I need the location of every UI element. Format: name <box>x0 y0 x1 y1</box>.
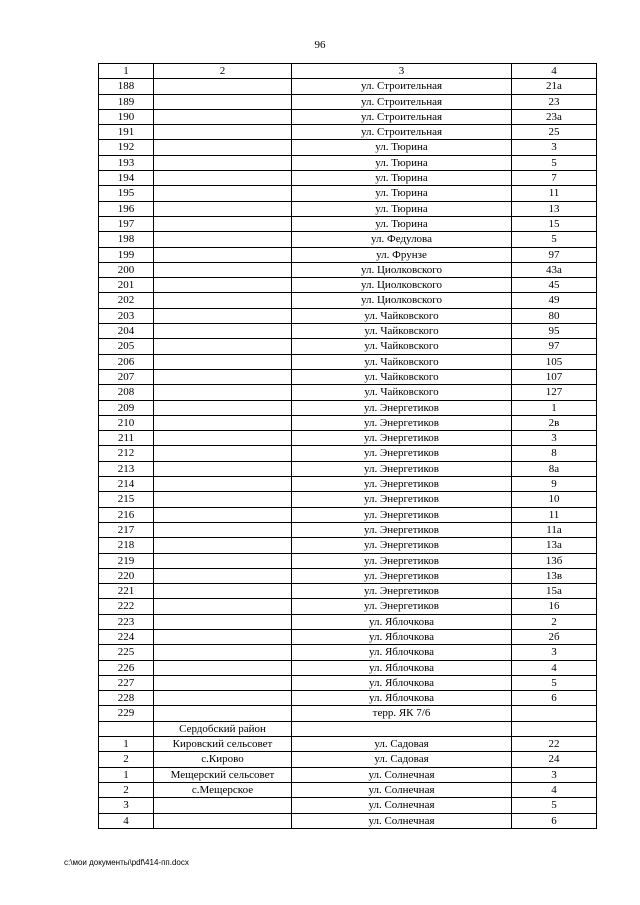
table-cell <box>154 155 292 170</box>
table-cell <box>154 400 292 415</box>
table-row <box>99 477 597 492</box>
table-cell: 1 <box>512 400 597 415</box>
table-cell: 213 <box>99 461 154 476</box>
table-row <box>99 140 597 155</box>
table-cell: 3 <box>512 431 597 446</box>
table-cell: ул. Энергетиков <box>292 477 512 492</box>
table-cell: 16 <box>512 599 597 614</box>
table-cell: 221 <box>99 584 154 599</box>
table-cell: ул. Тюрина <box>292 140 512 155</box>
table-row <box>99 507 597 522</box>
table-cell <box>154 660 292 675</box>
table-cell: 2 <box>512 614 597 629</box>
table-cell: ул. Чайковского <box>292 369 512 384</box>
table-row <box>99 737 597 752</box>
table-cell: 200 <box>99 262 154 277</box>
table-cell <box>154 813 292 828</box>
table-row <box>99 186 597 201</box>
table-cell <box>154 522 292 537</box>
table-cell: ул. Чайковского <box>292 339 512 354</box>
table-cell: 218 <box>99 538 154 553</box>
table-cell: 204 <box>99 324 154 339</box>
table-cell: 4 <box>512 782 597 797</box>
header-cell: 2 <box>154 64 292 79</box>
table-cell: 219 <box>99 553 154 568</box>
table-cell: 228 <box>99 691 154 706</box>
table-cell: ул. Яблочкова <box>292 629 512 644</box>
table-cell: 225 <box>99 645 154 660</box>
table-cell <box>154 186 292 201</box>
table-header-row <box>99 64 597 79</box>
table-cell: ул. Солнечная <box>292 813 512 828</box>
table-cell: 43а <box>512 262 597 277</box>
table-cell: ул. Федулова <box>292 232 512 247</box>
table-row <box>99 216 597 231</box>
table-cell: 211 <box>99 431 154 446</box>
table-cell: 195 <box>99 186 154 201</box>
table-cell <box>99 721 154 736</box>
table-cell: ул. Циолковского <box>292 293 512 308</box>
table-cell: 21а <box>512 79 597 94</box>
table-cell: ул. Чайковского <box>292 324 512 339</box>
table-cell: 224 <box>99 629 154 644</box>
table-cell: 229 <box>99 706 154 721</box>
table-cell: терр. ЯК 7/6 <box>292 706 512 721</box>
table-cell <box>154 201 292 216</box>
table-cell: ул. Яблочкова <box>292 675 512 690</box>
table-cell: 1 <box>99 767 154 782</box>
table-cell <box>154 354 292 369</box>
table-row <box>99 645 597 660</box>
table-cell: 207 <box>99 369 154 384</box>
table-cell: 2 <box>99 782 154 797</box>
table-row <box>99 324 597 339</box>
table-cell <box>154 461 292 476</box>
table-cell: ул. Энергетиков <box>292 431 512 446</box>
table-cell: 5 <box>512 798 597 813</box>
table-cell: 97 <box>512 339 597 354</box>
table-cell: 8 <box>512 446 597 461</box>
table-cell: ул. Энергетиков <box>292 492 512 507</box>
table-row <box>99 446 597 461</box>
footer-file-path: c:\мои документы\pdf\414-пп.docx <box>64 858 189 867</box>
table-cell: 196 <box>99 201 154 216</box>
table-cell: 11 <box>512 186 597 201</box>
table-cell: 97 <box>512 247 597 262</box>
table-cell: ул. Строительная <box>292 79 512 94</box>
table-cell <box>154 538 292 553</box>
table-row <box>99 94 597 109</box>
table-row <box>99 201 597 216</box>
table-row <box>99 629 597 644</box>
table-cell <box>512 706 597 721</box>
table-cell: 6 <box>512 813 597 828</box>
table-row <box>99 354 597 369</box>
table-cell: 5 <box>512 232 597 247</box>
table-row <box>99 599 597 614</box>
table-cell: ул. Садовая <box>292 737 512 752</box>
table-row <box>99 798 597 813</box>
table-cell: 13б <box>512 553 597 568</box>
table-cell: 23 <box>512 94 597 109</box>
table-cell: 227 <box>99 675 154 690</box>
table-row <box>99 660 597 675</box>
table-cell: ул. Яблочкова <box>292 691 512 706</box>
table-cell: 23а <box>512 109 597 124</box>
table-cell: 205 <box>99 339 154 354</box>
table-cell <box>154 79 292 94</box>
table-cell: ул. Фрунзе <box>292 247 512 262</box>
table-cell <box>154 431 292 446</box>
address-table <box>98 63 597 829</box>
table-cell: 25 <box>512 125 597 140</box>
table-cell: 11 <box>512 507 597 522</box>
table-cell <box>154 247 292 262</box>
table-cell: 202 <box>99 293 154 308</box>
table-cell: ул. Тюрина <box>292 186 512 201</box>
table-cell <box>154 584 292 599</box>
table-row <box>99 522 597 537</box>
table-cell <box>154 125 292 140</box>
table-cell: с.Кирово <box>154 752 292 767</box>
table-cell: 107 <box>512 369 597 384</box>
table-row <box>99 813 597 828</box>
table-cell: ул. Циолковского <box>292 262 512 277</box>
page-number: 96 <box>314 39 326 51</box>
table-row <box>99 385 597 400</box>
table-cell: ул. Солнечная <box>292 782 512 797</box>
table-cell: 24 <box>512 752 597 767</box>
table-cell: 6 <box>512 691 597 706</box>
table-cell: 188 <box>99 79 154 94</box>
table-cell: 201 <box>99 278 154 293</box>
table-row <box>99 247 597 262</box>
table-cell: Кировский сельсовет <box>154 737 292 752</box>
table-cell: 215 <box>99 492 154 507</box>
table-cell: 3 <box>512 140 597 155</box>
table-cell: 3 <box>99 798 154 813</box>
table-row <box>99 691 597 706</box>
table-cell: ул. Энергетиков <box>292 507 512 522</box>
table-cell: 15а <box>512 584 597 599</box>
table-cell: 3 <box>512 645 597 660</box>
table-cell: ул. Солнечная <box>292 798 512 813</box>
table-cell: ул. Тюрина <box>292 171 512 186</box>
table-cell: 214 <box>99 477 154 492</box>
table-cell <box>154 706 292 721</box>
table-cell: 217 <box>99 522 154 537</box>
table-cell: 212 <box>99 446 154 461</box>
table-cell <box>154 492 292 507</box>
table-cell: ул. Солнечная <box>292 767 512 782</box>
table-cell: 15 <box>512 216 597 231</box>
table-cell: 8а <box>512 461 597 476</box>
table-cell: 127 <box>512 385 597 400</box>
table-cell: 197 <box>99 216 154 231</box>
table-cell: ул. Чайковского <box>292 308 512 323</box>
table-cell <box>154 675 292 690</box>
table-cell: 49 <box>512 293 597 308</box>
table-cell <box>512 721 597 736</box>
table-cell: 5 <box>512 155 597 170</box>
table-cell: ул. Энергетиков <box>292 538 512 553</box>
table-row <box>99 767 597 782</box>
table-cell <box>154 109 292 124</box>
table-cell: ул. Чайковского <box>292 354 512 369</box>
table-cell: Сердобский район <box>154 721 292 736</box>
table-row <box>99 461 597 476</box>
table-cell: 209 <box>99 400 154 415</box>
table-row <box>99 431 597 446</box>
table-row <box>99 675 597 690</box>
table-cell: 191 <box>99 125 154 140</box>
table-cell: ул. Энергетиков <box>292 599 512 614</box>
table-cell: 194 <box>99 171 154 186</box>
table-cell: ул. Строительная <box>292 94 512 109</box>
table-row <box>99 171 597 186</box>
table-cell: ул. Тюрина <box>292 216 512 231</box>
table-cell: ул. Строительная <box>292 109 512 124</box>
header-cell: 4 <box>512 64 597 79</box>
table-cell: с.Мещерское <box>154 782 292 797</box>
table-cell: 208 <box>99 385 154 400</box>
table-cell: ул. Энергетиков <box>292 584 512 599</box>
table-cell <box>154 568 292 583</box>
table-cell: 95 <box>512 324 597 339</box>
table-cell <box>154 798 292 813</box>
table-row <box>99 232 597 247</box>
table-row <box>99 79 597 94</box>
table-cell: ул. Энергетиков <box>292 522 512 537</box>
table-cell: 105 <box>512 354 597 369</box>
table-row <box>99 278 597 293</box>
table-cell <box>154 446 292 461</box>
table-cell <box>154 339 292 354</box>
table-cell: ул. Яблочкова <box>292 660 512 675</box>
table-row <box>99 706 597 721</box>
table-cell: ул. Яблочкова <box>292 614 512 629</box>
table-row <box>99 415 597 430</box>
table-cell: 4 <box>512 660 597 675</box>
table-cell <box>154 614 292 629</box>
table-row <box>99 339 597 354</box>
table-cell <box>154 477 292 492</box>
table-row <box>99 262 597 277</box>
table-cell: 203 <box>99 308 154 323</box>
table-cell: ул. Чайковского <box>292 385 512 400</box>
table-cell: ул. Энергетиков <box>292 568 512 583</box>
table-cell: ул. Тюрина <box>292 201 512 216</box>
table-cell: ул. Строительная <box>292 125 512 140</box>
header-cell: 1 <box>99 64 154 79</box>
table-cell <box>154 94 292 109</box>
table-cell: ул. Энергетиков <box>292 461 512 476</box>
table-cell: 190 <box>99 109 154 124</box>
table-cell: 206 <box>99 354 154 369</box>
table-cell: 198 <box>99 232 154 247</box>
table-row <box>99 721 597 736</box>
table-row <box>99 492 597 507</box>
table-row <box>99 553 597 568</box>
table-cell <box>154 691 292 706</box>
table-cell: ул. Циолковского <box>292 278 512 293</box>
table-cell <box>154 415 292 430</box>
table-cell <box>154 645 292 660</box>
table-cell: 13в <box>512 568 597 583</box>
table-row <box>99 109 597 124</box>
table-cell: 2б <box>512 629 597 644</box>
header-cell: 3 <box>292 64 512 79</box>
table-cell <box>154 262 292 277</box>
table-cell: 220 <box>99 568 154 583</box>
table-row <box>99 308 597 323</box>
table-cell <box>154 629 292 644</box>
table-cell <box>154 171 292 186</box>
table-cell <box>154 385 292 400</box>
table-row <box>99 584 597 599</box>
table-cell: 222 <box>99 599 154 614</box>
table-cell: 22 <box>512 737 597 752</box>
table-row <box>99 155 597 170</box>
table-cell: 199 <box>99 247 154 262</box>
table-cell: 11а <box>512 522 597 537</box>
table-cell: 193 <box>99 155 154 170</box>
table-cell <box>154 140 292 155</box>
table-row <box>99 568 597 583</box>
table-cell: ул. Тюрина <box>292 155 512 170</box>
table-cell: 3 <box>512 767 597 782</box>
table-row <box>99 400 597 415</box>
table-cell <box>154 553 292 568</box>
table-row <box>99 614 597 629</box>
table-cell: 226 <box>99 660 154 675</box>
table-row <box>99 752 597 767</box>
table-cell: 13а <box>512 538 597 553</box>
table-cell: 1 <box>99 737 154 752</box>
table-cell: ул. Энергетиков <box>292 400 512 415</box>
table-cell: 4 <box>99 813 154 828</box>
table-cell: 216 <box>99 507 154 522</box>
table-cell: 45 <box>512 278 597 293</box>
table-cell: 10 <box>512 492 597 507</box>
table-cell: 9 <box>512 477 597 492</box>
table-cell: 192 <box>99 140 154 155</box>
table-cell: 80 <box>512 308 597 323</box>
table-cell <box>154 324 292 339</box>
table-cell: 210 <box>99 415 154 430</box>
table-cell: ул. Энергетиков <box>292 553 512 568</box>
table-cell: 13 <box>512 201 597 216</box>
table-cell <box>154 216 292 231</box>
table-cell <box>154 369 292 384</box>
table-cell <box>154 507 292 522</box>
table-cell: Мещерский сельсовет <box>154 767 292 782</box>
table-cell: 2в <box>512 415 597 430</box>
table-cell: ул. Энергетиков <box>292 446 512 461</box>
table-row <box>99 369 597 384</box>
table-cell: ул. Энергетиков <box>292 415 512 430</box>
table-cell: 5 <box>512 675 597 690</box>
table-cell: 189 <box>99 94 154 109</box>
table-cell <box>154 599 292 614</box>
table-cell <box>292 721 512 736</box>
table-cell <box>154 232 292 247</box>
table-cell: 2 <box>99 752 154 767</box>
table-row <box>99 293 597 308</box>
table-row <box>99 125 597 140</box>
table-body <box>99 79 597 829</box>
table-cell <box>154 308 292 323</box>
table-cell <box>154 293 292 308</box>
table-row <box>99 538 597 553</box>
table-cell: ул. Яблочкова <box>292 645 512 660</box>
table-cell <box>154 278 292 293</box>
table-cell: 7 <box>512 171 597 186</box>
table-row <box>99 782 597 797</box>
table-cell: 223 <box>99 614 154 629</box>
table-cell: ул. Садовая <box>292 752 512 767</box>
